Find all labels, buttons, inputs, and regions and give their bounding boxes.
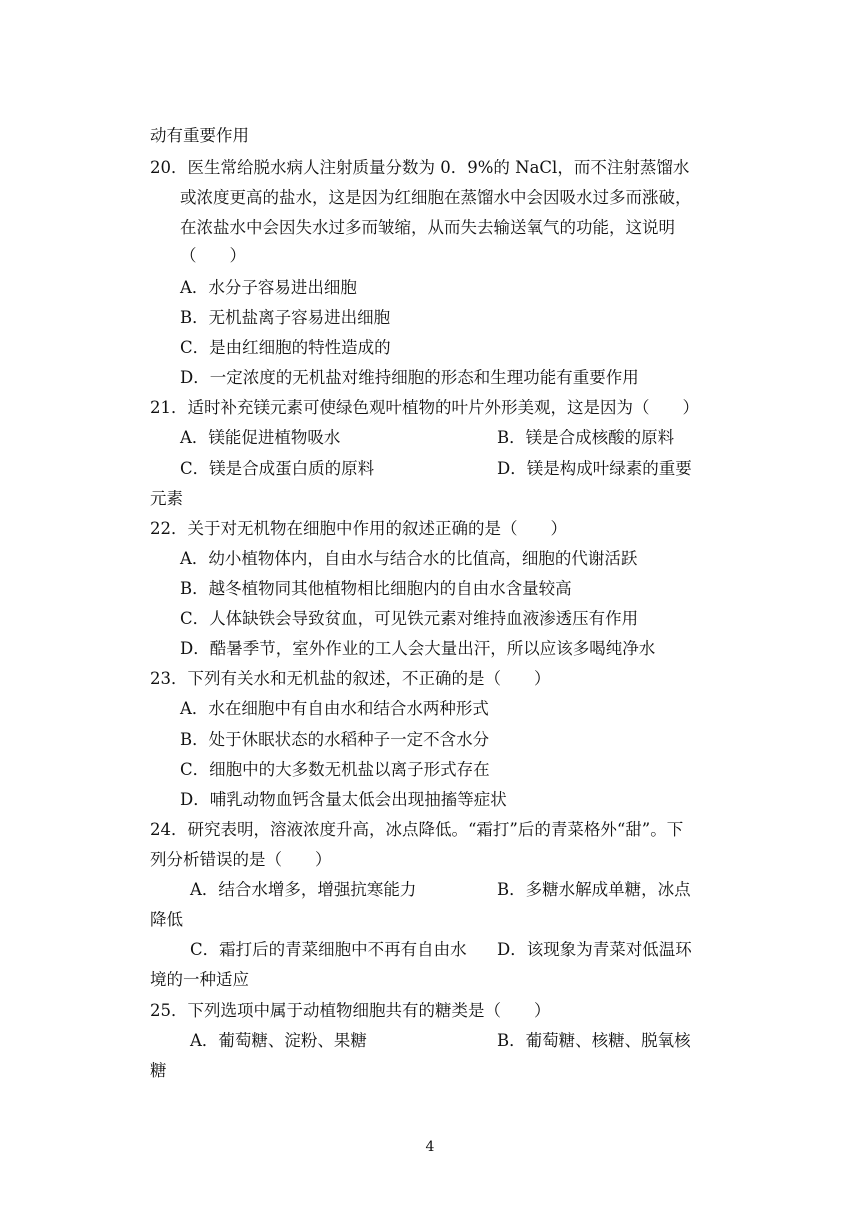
question-20-option-d: D．一定浓度的无机盐对维持细胞的形态和生理功能有重要作用: [180, 368, 639, 387]
question-20-option-b: B．无机盐离子容易进出细胞: [180, 308, 391, 327]
question-20-blank: （ ）: [180, 246, 246, 265]
question-25-option-b: B．葡萄糖、核糖、脱氧核: [497, 1031, 691, 1050]
question-21-option-d-wrap: 元素: [150, 489, 183, 508]
question-22-option-d: D．酷暑季节，室外作业的工人会大量出汗，所以应该多喝纯净水: [180, 639, 656, 658]
question-22-option-c: C．人体缺铁会导致贫血，可见铁元素对维持血液渗透压有作用: [180, 609, 639, 628]
question-25-stem: 25．下列选项中属于动植物细胞共有的糖类是（ ）: [150, 1001, 551, 1020]
page-number: 4: [425, 1139, 435, 1155]
question-23-stem: 23．下列有关水和无机盐的叙述，不正确的是（ ）: [150, 669, 551, 688]
question-24-option-a: A．结合水增多，增强抗寒能力: [190, 880, 417, 899]
question-21-option-d: D．镁是构成叶绿素的重要: [497, 459, 692, 478]
question-21-option-b: B．镁是合成核酸的原料: [497, 428, 675, 447]
question-23-option-d: D．哺乳动物血钙含量太低会出现抽搐等症状: [180, 790, 507, 809]
question-24-option-b: B．多糖水解成单糖，冰点: [497, 880, 691, 899]
question-23-option-c: C．细胞中的大多数无机盐以离子形式存在: [180, 760, 490, 779]
question-24-option-c: C．霜打后的青菜细胞中不再有自由水: [190, 940, 467, 959]
question-20-line-1: 20．医生常给脱水病人注射质量分数为 0．9%的 NaCl，而不注射蒸馏水: [150, 158, 690, 177]
question-24-option-d-wrap: 境的一种适应: [150, 970, 249, 989]
question-22-option-b: B．越冬植物同其他植物相比细胞内的自由水含量较高: [180, 579, 572, 598]
question-22-stem: 22．关于对无机物在细胞中作用的叙述正确的是（ ）: [150, 519, 567, 538]
question-23-option-b: B．处于休眠状态的水稻种子一定不含水分: [180, 730, 490, 749]
question-21-option-a: A．镁能促进植物吸水: [180, 428, 341, 447]
text-line: 动有重要作用: [150, 126, 249, 145]
question-20-line-2: 或浓度更高的盐水，这是因为红细胞在蒸馏水中会因吸水过多而涨破，: [180, 188, 692, 207]
question-24-line-2: 列分析错误的是（ ）: [150, 850, 332, 869]
question-23-option-a: A．水在细胞中有自由水和结合水两种形式: [180, 699, 489, 718]
question-22-option-a: A．幼小植物体内，自由水与结合水的比值高，细胞的代谢活跃: [180, 549, 638, 568]
question-21-option-c: C．镁是合成蛋白质的原料: [180, 459, 375, 478]
question-20-line-3: 在浓盐水中会因失水过多而皱缩，从而失去输送氧气的功能，这说明: [180, 218, 675, 237]
question-20-option-c: C．是由红细胞的特性造成的: [180, 338, 391, 357]
question-24-line-1: 24．研究表明，溶液浓度升高，冰点降低。“霜打”后的青菜格外“甜”。下: [150, 820, 684, 839]
question-25-option-a: A．葡萄糖、淀粉、果糖: [190, 1031, 367, 1050]
question-24-option-b-wrap: 降低: [150, 910, 183, 929]
question-20-option-a: A．水分子容易进出细胞: [180, 278, 357, 297]
question-25-option-b-wrap: 糖: [150, 1061, 167, 1080]
question-21-stem: 21．适时补充镁元素可使绿色观叶植物的叶片外形美观，这是因为（ ）: [150, 398, 699, 417]
question-24-option-d: D．该现象为青菜对低温环: [497, 940, 692, 959]
